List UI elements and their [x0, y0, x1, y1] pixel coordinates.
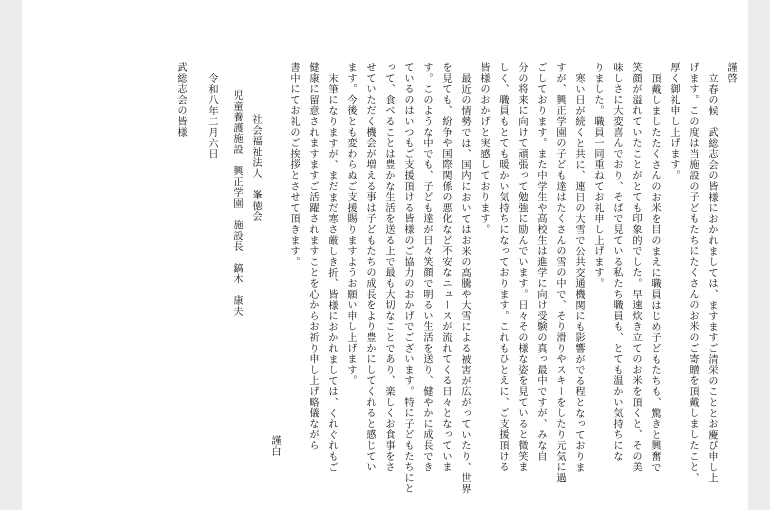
letter-line: 頂戴しましたたくさんのお米を目のまえに職員はじめ子どもたちも、驚きと興奮で: [649, 73, 660, 473]
closing-salutation: 謹白: [269, 435, 280, 457]
letter-line: ます。今後とも変わらぬご支援賜りますようお願い申し上げます。: [345, 62, 356, 386]
letter-line: 書中にてお礼のご挨拶とさせて頂きます。: [288, 62, 299, 268]
letter-line: せていただく機会が増える事は子どもたちの成長をより豊かにしてくれると感じてい: [364, 62, 375, 473]
letter-line: 寒い日が続くと共に、連日の大雪で公共交通機関にも影響がでる程となっておりま: [573, 73, 584, 473]
letter-line: ごしております。また中学生や高校生は進学に向け受験の真っ最中ですが、みな自: [535, 62, 546, 462]
sender-name: 児童養護施設 興正学園 施設長 鎬木 康夫: [231, 90, 242, 317]
letter-line: 末筆になりますが、まだまだ寒さ厳しき折、皆様におかれましては、くれぐれもご: [326, 73, 337, 473]
letter-line: を見ても、紛争や国際関係の悪化など不安なニュースが流れてくる日々となっていま: [440, 62, 451, 473]
addressee: 武総志会の皆様: [175, 62, 186, 138]
letter-line: ているのはいつもご支援頂ける皆様のご協力のおかげでございます。特に子どもたちにと: [402, 62, 413, 494]
letter-line: 健康に留意されますますご活躍されますことを心からお祈り申し上げ略儀ながら: [307, 62, 318, 451]
letter-line: って、食べることは豊かな生活を送る上で最も大切なことであり、楽しくお食事をさ: [383, 62, 394, 473]
letter-line: げます。この度は当施設の子どもたちにたくさんのお米のご寄贈を頂戴しましたこと、: [687, 62, 698, 484]
letter-line: 味しさに大変喜んでおり、そばで見ている私たち職員も、とても温かい気持ちにな: [611, 62, 622, 462]
letter-line: 最近の情勢では、国内においてはお米の高騰や大雪による被害が広がっていたり、世界: [459, 73, 470, 495]
letter-line: 厚く御礼申し上げます。: [668, 62, 679, 181]
spacer: [190, 62, 196, 474]
opening-salutation: 謹啓: [725, 62, 736, 84]
letter-line: 立春の候 武総志会の皆様におかれましては、ますますご清栄のこととお慶び申し上: [706, 73, 717, 484]
letter-line: すが、興正学園の子ども達はたくさんの雪の中で、そり滑りやスキーをしたり元気に過: [554, 62, 565, 484]
letter-date: 令和八年二月六日: [206, 73, 217, 160]
letter-line: しく、職員もとても暖かい気持ちになっております。これもひとえに、ご支援頂ける: [497, 62, 508, 473]
letter-line: 笑顔が溢れていたことがとても印象的でした。早速炊き立てのお米を頂くと、その美: [630, 62, 641, 473]
letter-line: 皆様のおかげと実感しております。: [478, 62, 489, 235]
letter-line: す。このような中でも、子ども達が日々笑顔で明るい生活を送り、健やかに成長でき: [421, 62, 432, 473]
letter-line: 分の将来に向けて頑張って勉強に励んでいます。日々その様な姿を見ていると微笑ま: [516, 62, 527, 473]
thank-you-letter: [54, 62, 740, 495]
letter-line: りました。職員一同重ねてお礼申し上げます。: [592, 62, 603, 289]
letter-page: [22, 0, 748, 510]
sender-organization: 社会福祉法人 峯徳会: [250, 114, 261, 222]
